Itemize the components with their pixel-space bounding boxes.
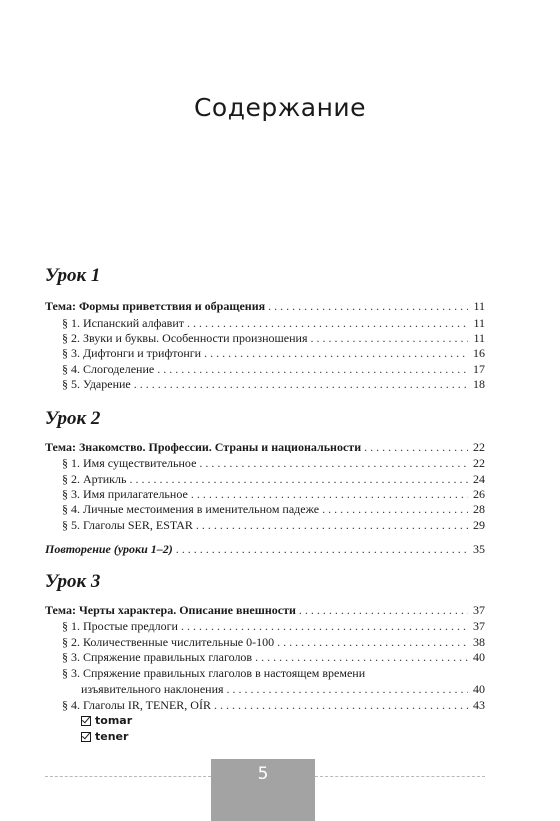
toc-item[interactable]	[62, 316, 485, 332]
leader-dots	[134, 377, 468, 392]
toc-label: § 2. Количественные числительные 0-100	[62, 635, 275, 649]
toc-label: § 4. Личные местоимения в именительном падеже	[62, 502, 320, 516]
leader-dots	[181, 619, 468, 634]
toc-item-multiline-start[interactable]: § 3. Спряжение правильных глаголов в настоящем времени	[62, 666, 366, 680]
toc-label: § 2. Звуки и буквы. Особенности произношения	[62, 331, 308, 345]
toc-label: § 3. Спряжение правильных глаголов	[62, 650, 253, 664]
toc-item[interactable]	[62, 331, 485, 347]
leader-dots	[199, 456, 468, 471]
toc-item[interactable]	[62, 619, 485, 635]
toc-item[interactable]	[62, 362, 485, 378]
footer-divider-left	[45, 776, 211, 777]
toc-page: 40	[473, 650, 485, 664]
toc-theme-3[interactable]	[45, 603, 485, 619]
checklist-label: tener	[95, 730, 129, 743]
checklist-item-tener[interactable]	[81, 730, 128, 743]
toc-review[interactable]	[45, 542, 485, 558]
toc-label: § 5. Глаголы SER, ESTAR	[62, 518, 193, 532]
toc-page: 11	[473, 316, 485, 330]
leader-dots	[268, 299, 468, 314]
toc-page: 16	[473, 346, 485, 360]
toc-page: 22	[473, 456, 485, 470]
leader-dots	[129, 472, 468, 487]
toc-item[interactable]	[62, 698, 485, 714]
toc-label: § 3. Дифтонги и трифтонги	[62, 346, 202, 360]
toc-item[interactable]	[62, 502, 485, 518]
checklist-item-tomar[interactable]	[81, 714, 132, 727]
toc-label: Тема: Формы приветствия и обращения	[45, 299, 266, 313]
toc-page: 38	[473, 635, 485, 649]
toc-page: 43	[473, 698, 485, 712]
page-title: Содержание	[193, 93, 367, 122]
page-number-tab	[211, 759, 315, 821]
leader-dots	[196, 518, 468, 533]
toc-page: 29	[473, 518, 485, 532]
toc-label: § 1. Имя существительное	[62, 456, 197, 470]
toc-page: 22	[473, 440, 485, 454]
toc-page: 17	[473, 362, 485, 376]
leader-dots	[277, 635, 468, 650]
toc-item[interactable]	[62, 456, 485, 472]
toc-item[interactable]	[62, 635, 485, 651]
toc-label: § 3. Имя прилагательное	[62, 487, 188, 501]
leader-dots	[187, 316, 468, 331]
lesson-heading-1: Урок 1	[45, 265, 101, 286]
toc-item[interactable]	[62, 377, 485, 393]
toc-page: 37	[473, 603, 485, 617]
leader-dots	[322, 502, 468, 517]
leader-dots	[255, 650, 468, 665]
leader-dots	[214, 698, 468, 713]
checked-box-icon[interactable]	[81, 732, 91, 742]
toc-label: § 4. Слогоделение	[62, 362, 155, 376]
toc-label: изъявительного наклонения	[81, 682, 224, 696]
toc-label: Тема: Знакомство. Профессии. Страны и национальности	[45, 440, 362, 454]
toc-item[interactable]	[62, 487, 485, 503]
leader-dots	[157, 362, 468, 377]
leader-dots	[299, 603, 468, 618]
leader-dots	[364, 440, 468, 455]
leader-dots	[227, 682, 468, 697]
lesson-heading-2: Урок 2	[45, 408, 101, 429]
toc-page: 28	[473, 502, 485, 516]
checked-box-icon[interactable]	[81, 716, 91, 726]
toc-label: § 1. Испанский алфавит	[62, 316, 185, 330]
toc-theme-2[interactable]	[45, 440, 485, 456]
toc-page: 40	[473, 682, 485, 696]
toc-item[interactable]	[62, 650, 485, 666]
toc-item[interactable]	[62, 346, 485, 362]
toc-label: § 4. Глаголы IR, TENER, OÍR	[62, 698, 211, 712]
toc-theme-1[interactable]	[45, 299, 485, 315]
toc-label: Повторение (уроки 1–2)	[45, 542, 173, 556]
footer-divider-right	[315, 776, 485, 777]
leader-dots	[176, 542, 468, 557]
toc-item[interactable]	[62, 518, 485, 534]
leader-dots	[191, 487, 468, 502]
toc-page: 11	[473, 299, 485, 313]
leader-dots	[204, 346, 468, 361]
toc-page: 18	[473, 377, 485, 391]
toc-label: § 5. Ударение	[62, 377, 131, 391]
page-number: 5	[257, 764, 269, 784]
checklist-label: tomar	[95, 714, 133, 727]
toc-item[interactable]	[81, 682, 485, 698]
toc-label: § 2. Артикль	[62, 472, 127, 486]
toc-label: Тема: Черты характера. Описание внешности	[45, 603, 296, 617]
toc-label: § 1. Простые предлоги	[62, 619, 178, 633]
lesson-heading-3: Урок 3	[45, 571, 101, 592]
toc-page: 24	[473, 472, 485, 486]
toc-item[interactable]	[62, 472, 485, 488]
toc-page: 37	[473, 619, 485, 633]
toc-page: 26	[473, 487, 485, 501]
toc-page: 35	[473, 542, 485, 556]
toc-page: 11	[473, 331, 485, 345]
leader-dots	[310, 331, 468, 346]
